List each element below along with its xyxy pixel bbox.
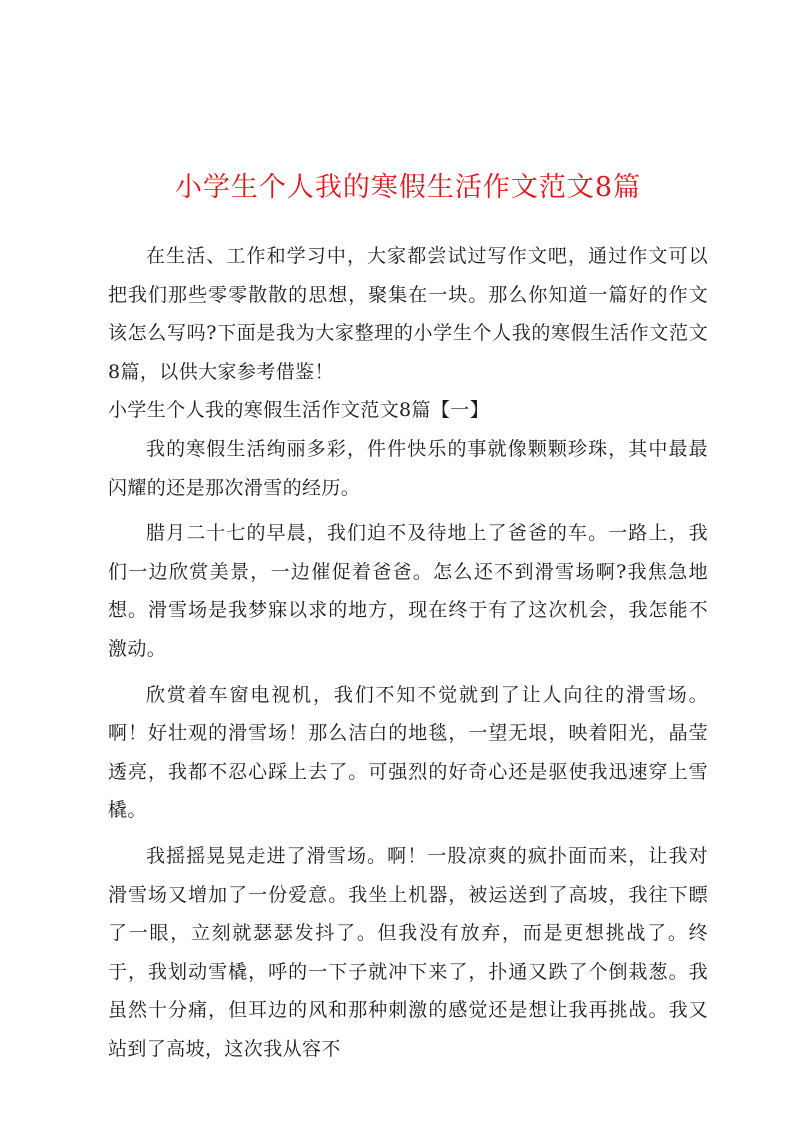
body-paragraph: 我的寒假生活绚丽多彩，件件快乐的事就像颗颗珍珠，其中最最闪耀的还是那次滑雪的经历。 xyxy=(108,437,708,499)
body-paragraph: 腊月二十七的早晨，我们迫不及待地上了爸爸的车。一路上，我们一边欣赏美景，一边催促着爸爸。怎么还不到滑雪场啊?我焦急地想。滑雪场是我梦寐以求的地方，现在终于有了这次机会，我怎能不激动。 xyxy=(108,522,708,660)
body-paragraph: 我摇摇晃晃走进了滑雪场。啊！一股凉爽的疯扑面而来，让我对滑雪场又增加了一份爱意。我坐上机器，被运送到了高坡，我往下瞟了一眼，立刻就瑟瑟发抖了。但我没有放弃，而是更想挑战了。终于，我划动雪橇，呼的一下子就冲下来了，扑通又跌了个倒栽葱。我虽然十分痛，但耳边的风和那种刺激的感觉还是想让我再挑战。我又站到了高坡，这次我从容不 xyxy=(108,844,708,1060)
document-title: 小学生个人我的寒假生活作文范文8篇 xyxy=(174,172,642,203)
document-body xyxy=(108,237,708,1068)
intro-paragraph: 在生活、工作和学习中，大家都尝试过写作文吧，通过作文可以把我们那些零零散散的思想，聚集在一块。那么你知道一篇好的作文该怎么写吗?下面是我为大家整理的小学生个人我的寒假生活作文范文8篇，以供大家参考借鉴！ xyxy=(108,245,708,383)
section-heading: 小学生个人我的寒假生活作文范文8篇【一】 xyxy=(108,399,490,422)
body-paragraph: 欣赏着车窗电视机，我们不知不觉就到了让人向往的滑雪场。啊！好壮观的滑雪场！那么洁白的地毯，一望无垠，映着阳光，晶莹透亮，我都不忍心踩上去了。可强烈的好奇心还是驱使我迅速穿上雪橇。 xyxy=(108,683,708,822)
